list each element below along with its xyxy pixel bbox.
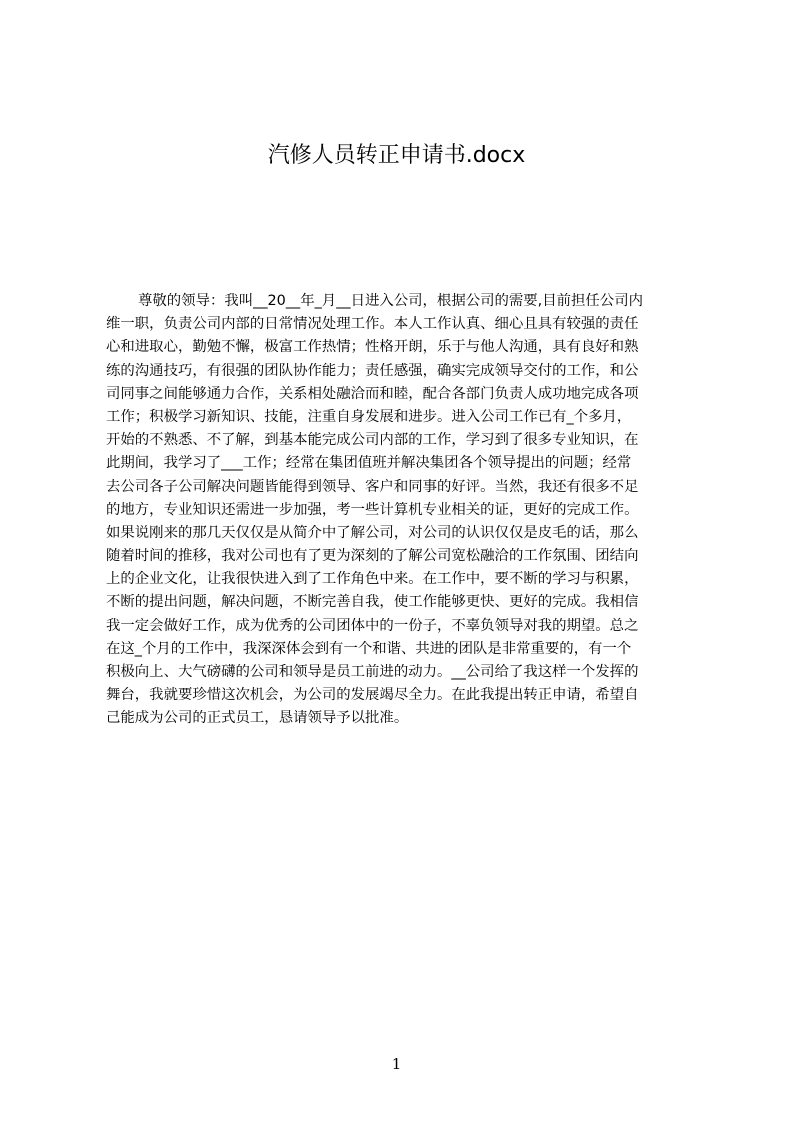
body-line: 司同事之间能够通力合作，关系相处融洽而和睦，配合各部门负责人成功地完成各项	[106, 385, 639, 402]
body-line: 我一定会做好工作，成为优秀的公司团体中的一份子，不辜负领导对我的期望。总之	[106, 617, 639, 634]
body-line: 尊敬的领导：我叫__20__年_月__日进入公司，根据公司的需要,目前担任公司内	[138, 293, 643, 309]
body-line: 上的企业文化，让我很快进入到了工作角色中来。在工作中，要不断的学习与积累，	[106, 571, 639, 588]
body-line: 维一职，负责公司内部的日常情况处理工作。本人工作认真、细心且具有较强的责任	[106, 316, 639, 333]
body-line: 舞台，我就要珍惜这次机会，为公司的发展竭尽全力。在此我提出转正申请，希望自	[106, 687, 639, 704]
document-title: 汽修人员转正申请书.docx	[267, 143, 526, 168]
body-line: 工作；积极学习新知识、技能，注重自身发展和进步。进入公司工作已有_个多月，	[106, 408, 632, 425]
body-line: 不断的提出问题，解决问题，不断完善自我，使工作能够更快、更好的完成。我相信	[106, 594, 639, 611]
body-line: 积极向上、大气磅礴的公司和领导是员工前进的动力。__公司给了我这样一个发挥的	[106, 664, 639, 680]
body-line: 随着时间的推移，我对公司也有了更为深刻的了解公司宽松融洽的工作氛围、团结向	[106, 548, 639, 565]
body-line: 如果说刚来的那几天仅仅是从简介中了解公司，对公司的认识仅仅是皮毛的话，那么	[106, 524, 639, 541]
body-line: 的地方，专业知识还需进一步加强，考一些计算机专业相关的证，更好的完成工作。	[106, 501, 639, 518]
body-line: 练的沟通技巧，有很强的团队协作能力；责任感强，确实完成领导交付的工作，和公	[106, 362, 639, 379]
body-line: 此期间，我学习了___工作；经常在集团值班并解决集团各个领导提出的问题；经常	[106, 455, 632, 472]
body-line: 己能成为公司的正式员工，恳请领导予以批准。	[106, 710, 409, 727]
body-line: 在这_个月的工作中，我深深体会到有一个和谐、共进的团队是非常重要的，有一个	[106, 640, 632, 657]
body-line: 心和进取心，勤勉不懈，极富工作热情；性格开朗，乐于与他人沟通，具有良好和熟	[106, 339, 639, 356]
body-line: 开始的不熟悉、不了解，到基本能完成公司内部的工作，学习到了很多专业知识，在	[106, 432, 639, 449]
page-number: 1	[391, 1055, 402, 1073]
body-line: 去公司各子公司解决问题皆能得到领导、客户和同事的好评。当然，我还有很多不足	[106, 478, 639, 495]
document-body	[106, 290, 706, 731]
